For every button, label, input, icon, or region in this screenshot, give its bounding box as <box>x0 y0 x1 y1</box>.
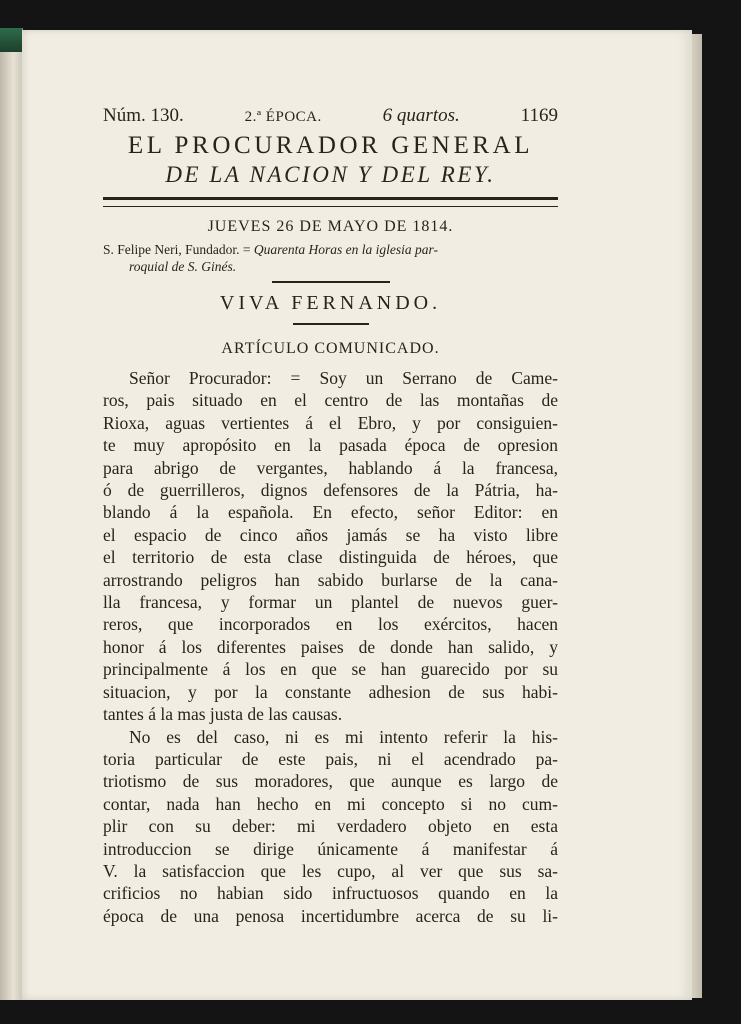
text-line: ó de guerrilleros, dignos defensores de la Pátria, ha- <box>103 480 558 501</box>
text-line: para abrigo de vergantes, hablando á la francesa, <box>103 457 558 478</box>
page-content <box>103 104 558 927</box>
article-paragraph-2 <box>103 726 558 928</box>
text-line: contar, nada han hecho en mi concepto si no cum- <box>103 793 558 814</box>
text-line: reros, que incorporados en los exércitos, hacen <box>103 614 558 635</box>
issue-epoch: 2.ª ÉPOCA. <box>244 109 322 125</box>
text-line: toria particular de este pais, ni el acendrado pa- <box>103 748 558 769</box>
text-line: introduccion se dirige únicamente á manifestar á <box>103 838 558 859</box>
left-page-edge <box>0 28 23 1000</box>
text-line: ros, pais situado en el centro de las montañas de <box>103 390 558 411</box>
text-line: lla francesa, y formar un plantel de nuevos guer- <box>103 592 558 613</box>
text-line: el territorio de esta clase distinguida de héroes, que <box>103 547 558 568</box>
text-line: época de una penosa incertidumbre acerca de su li- <box>103 905 558 926</box>
masthead-rule <box>103 197 558 207</box>
article-body <box>103 367 558 927</box>
saints-devotion-1: Quarenta Horas en la iglesia par- <box>253 242 438 257</box>
issue-price: 6 quartos. <box>382 105 460 126</box>
text-line: arrostrando peligros han sabido burlarse de la cana- <box>103 569 558 590</box>
divider-rule <box>272 281 390 283</box>
issue-date: JUEVES 26 DE MAYO DE 1814. <box>207 218 454 235</box>
text-line: plir con su deber: mi verdadero objeto en esta <box>103 816 558 837</box>
divider-rule-2 <box>293 323 369 325</box>
text-line: No es del caso, ni es mi intento referir la his- <box>129 726 558 747</box>
saints-feast: S. Felipe Neri, Fundador. = <box>103 242 254 257</box>
issue-number: Núm. 130. <box>103 105 184 126</box>
page-number: 1169 <box>520 105 558 126</box>
text-line: Rioxa, aguas vertientes á el Ebro, y por consiguien- <box>103 412 558 433</box>
text-line: el espacio de cinco años jamás se ha visto libre <box>103 524 558 545</box>
motto-heading: VIVA FERNANDO. <box>219 292 442 314</box>
saints-devotion-2: roquial de S. Ginés. <box>129 259 237 274</box>
masthead-subtitle: DE LA NACION Y DEL REY. <box>165 162 496 187</box>
masthead-title: EL PROCURADOR GENERAL <box>127 132 534 159</box>
section-heading: ARTÍCULO COMUNICADO. <box>221 340 440 357</box>
text-line: tantes á la mas justa de las causas. <box>103 704 343 725</box>
text-line: situacion, y por la constante adhesion de sus habi- <box>103 681 558 702</box>
text-line: blando á la española. En efecto, señor Editor: en <box>103 502 558 523</box>
binding-tab <box>0 28 22 52</box>
text-line: V. la satisfaccion que les cupo, al ver que sus sa- <box>103 860 558 881</box>
article-paragraph-1 <box>103 367 558 726</box>
text-line: triotismo de sus moradores, que aunque es largo de <box>103 771 558 792</box>
issue-header <box>103 104 558 129</box>
text-line: honor á los diferentes paises de donde han salido, y <box>103 636 558 657</box>
saints-of-day <box>103 241 558 275</box>
text-line: te muy apropósito en la pasada época de opresion <box>103 435 558 456</box>
text-line: principalmente á los en que se han guarecido por su <box>103 659 558 680</box>
text-line: Señor Procurador: = Soy un Serrano de Came- <box>129 368 558 388</box>
text-line: crificios no habian sido infructuosos quando en la <box>103 883 558 904</box>
